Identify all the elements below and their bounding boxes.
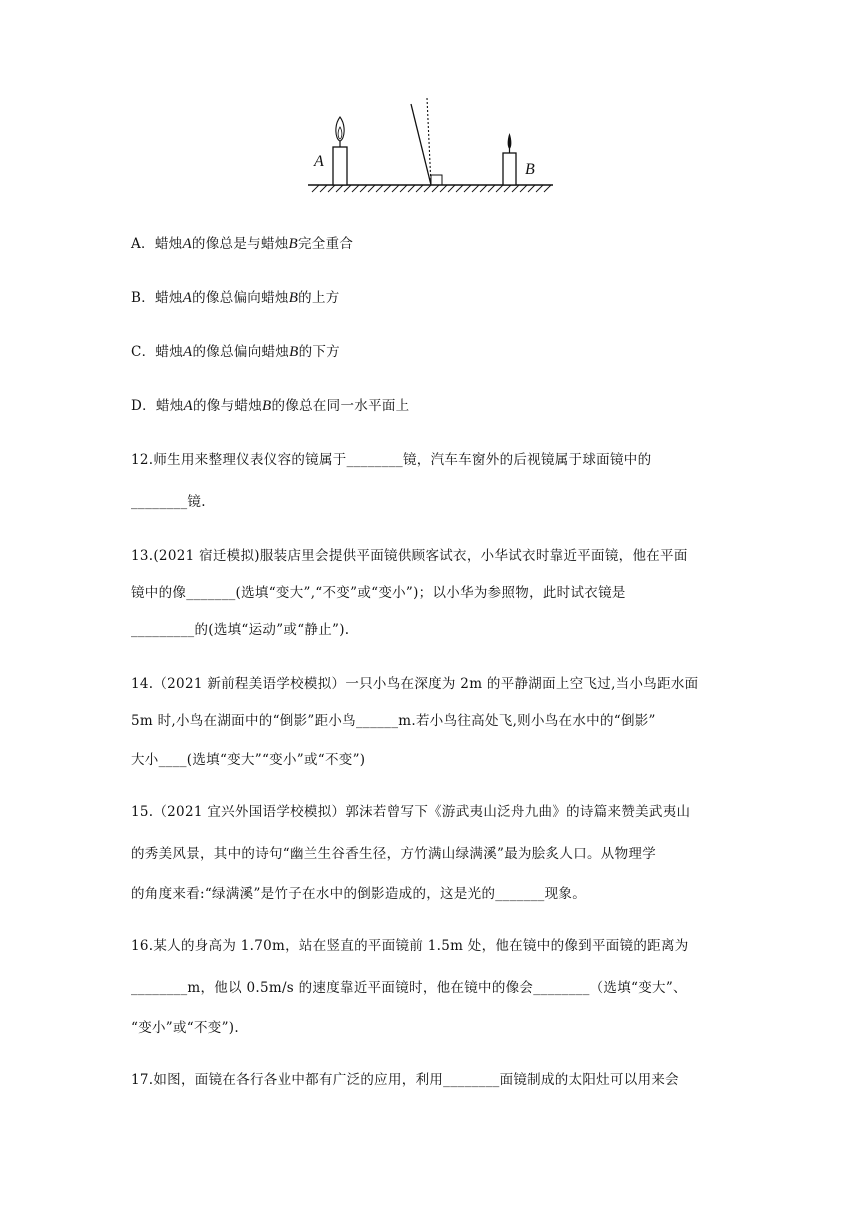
question-12-line-2: ________镜. [131,494,206,510]
question-14-line-2: 5m 时,小鸟在湖面中的“倒影”距小鸟______m.若小鸟往高处飞,则小鸟在水中的“倒影” [131,713,656,729]
label-a: A [314,153,324,170]
question-17-line-1: 17.如图，面镜在各行各业中都有广泛的应用，利用________面镜制成的太阳灶可以用来会 [131,1072,679,1088]
question-16-line-1: 16.某人的身高为 1.70m，站在竖直的平面镜前 1.5m 处，他在镜中的像到平面镜的距离为 [131,938,689,954]
question-16-line-2: ________m，他以 0.5m/s 的速度靠近平面镜时，他在镜中的像会________（选填“变大”、 [131,980,687,996]
candle-a [333,147,347,185]
candle-b [503,153,516,185]
candle-a-flame [336,117,344,141]
question-14-line-3: 大小____(选填“变大”“变小”或“不变”) [131,752,366,768]
right-angle-mark [431,175,442,185]
candle-mirror-figure [300,95,570,205]
option-a: A．蜡烛A的像总是与蜡烛B完全重合 [131,236,354,252]
question-14-line-1: 14.（2021 新前程美语学校模拟）一只小鸟在深度为 2m 的平静湖面上空飞过,当小鸟距水面 [131,676,699,692]
question-13-line-1: 13.(2021 宿迁模拟)服装店里会提供平面镜供顾客试衣，小华试衣时靠近平面镜，他在平面 [131,548,688,564]
question-15-line-1: 15.（2021 宜兴外国语学校模拟）郭沫若曾写下《游武夷山泛舟九曲》的诗篇来赞美武夷山 [131,804,691,820]
question-15-line-2: 的秀美风景，其中的诗句“幽兰生谷香生径，方竹满山绿满溪”最为脍炙人口。从物理学 [131,846,657,862]
label-b: B [525,161,535,178]
question-16-line-3: “变小”或“不变”). [131,1020,239,1036]
ground-hatching [312,185,551,192]
experiment-diagram [300,95,570,205]
question-15-line-3: 的角度来看:“绿满溪”是竹子在水中的倒影造成的，这是光的_______现象。 [131,886,587,902]
candle-b-wick [508,133,512,149]
question-13-line-2: 镜中的像_______(选填“变大”,“不变”或“变小”)；以小华为参照物，此时试衣镜是 [131,585,626,601]
question-13-line-3: _________的(选填“运动”或“静止”). [131,622,350,638]
question-12-line-1: 12.师生用来整理仪表仪容的镜属于________镜，汽车车窗外的后视镜属于球面镜中的 [131,452,652,468]
option-d: D．蜡烛A的像与蜡烛B的像总在同一水平面上 [131,398,410,414]
glass-plate [411,104,431,185]
option-c: C．蜡烛A的像总偏向蜡烛B的下方 [131,344,340,360]
option-b: B．蜡烛A的像总偏向蜡烛B的上方 [131,290,340,306]
